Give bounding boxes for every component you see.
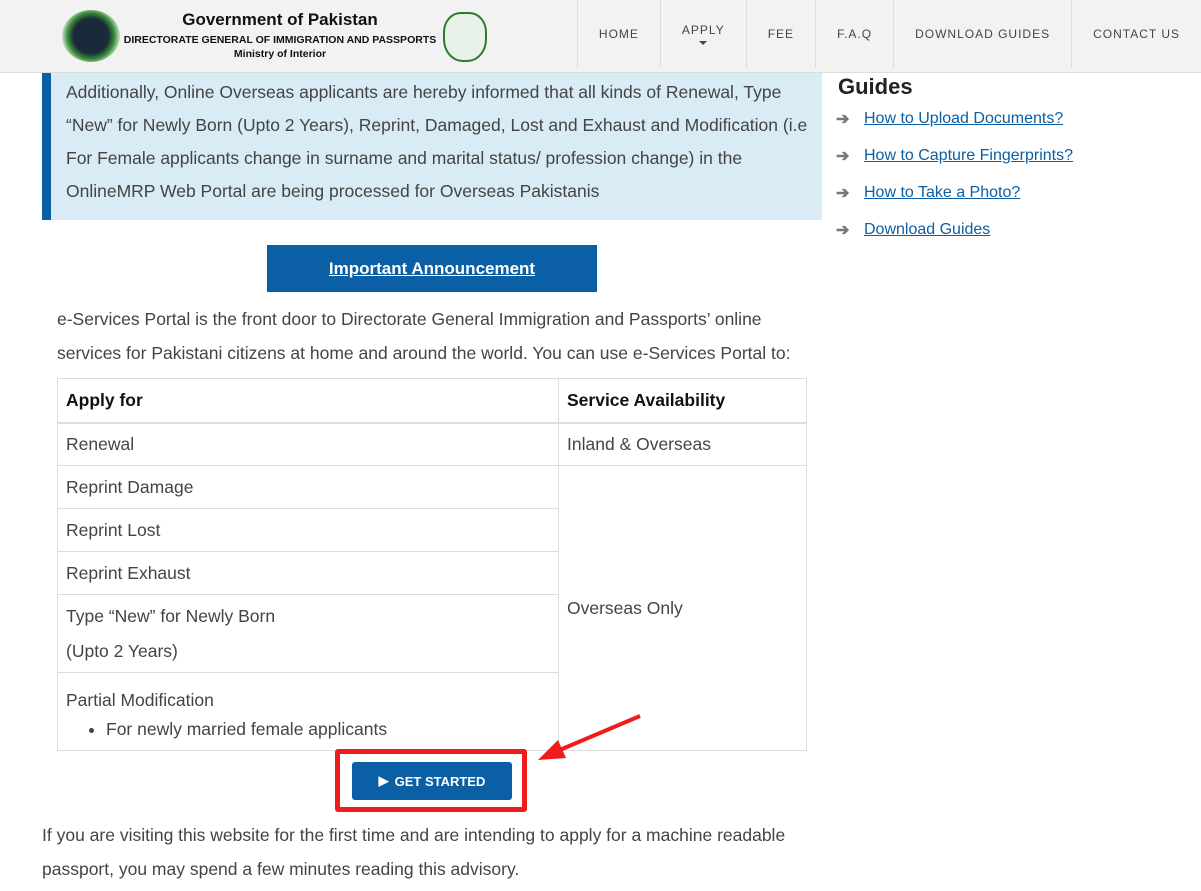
table-row [58, 423, 807, 466]
main-nav [577, 0, 1201, 68]
nav-download-guides[interactable] [893, 0, 1071, 68]
cell [58, 673, 559, 751]
guide-link-upload[interactable] [836, 100, 1073, 137]
nav-apply[interactable] [660, 0, 746, 68]
button-label: GET STARTED [394, 773, 486, 789]
bullet-item: • For newly married female applicants [106, 719, 550, 740]
arrow-right-icon: ➔ [836, 147, 850, 165]
cell: Reprint Exhaust [58, 552, 559, 595]
cell-line: Type “New” for Newly Born [66, 605, 276, 626]
cell-line: (Upto 2 Years) [66, 640, 178, 661]
col-apply-for: Apply for [58, 379, 559, 423]
guide-link-label[interactable]: How to Take a Photo? [864, 183, 1021, 201]
dgip-logo [62, 10, 120, 62]
cell: Inland & Overseas [559, 423, 807, 466]
overseas-notice: Additionally, Online Overseas applicants are hereby informed that all kinds of Renewal, Type “New” for Newly Born (Upto 2 Years), Reprint, Damaged, Lost and Exhaust and Modification (i.e For Female applicants change in surname and marital status/ profession change) in the OnlineMRP Web Portal are being processed for Overseas Pakistanis [42, 60, 822, 220]
nav-label: F.A.Q [837, 27, 873, 41]
important-announcement-link[interactable]: Important Announcement [267, 245, 597, 292]
nav-label: APPLY [681, 23, 725, 37]
cell: Reprint Lost [58, 509, 559, 552]
title-text: Government of Pakistan [182, 10, 378, 29]
guide-link-label[interactable]: How to Upload Documents? [864, 109, 1064, 127]
nav-label: DOWNLOAD GUIDES [915, 27, 1051, 41]
nav-label: CONTACT US [1093, 27, 1180, 41]
table-row [58, 466, 807, 509]
arrow-right-icon: ➔ [836, 110, 850, 128]
play-icon: ▶ [378, 773, 389, 788]
ministry-text: Ministry of Interior [233, 48, 327, 60]
nav-label: FEE [767, 27, 795, 41]
guide-link-label[interactable]: Download Guides [864, 220, 991, 238]
advisory-text: If you are visiting this website for the first time and are intending to apply for a machine readable passport, you may spend a few minutes reading this advisory. [42, 825, 786, 879]
guides-sidebar [836, 74, 1073, 248]
arrow-right-icon: ➔ [836, 221, 850, 239]
nav-label: HOME [598, 27, 639, 41]
guide-link-fingerprints[interactable] [836, 137, 1073, 174]
get-started-button[interactable] [352, 762, 512, 800]
guide-link-download[interactable] [836, 211, 1073, 248]
guide-link-photo[interactable] [836, 174, 1073, 211]
site-header [0, 0, 1201, 73]
nav-home[interactable] [577, 0, 660, 68]
arrow-right-icon: ➔ [836, 184, 850, 202]
cell: Reprint Damage [58, 466, 559, 509]
cell: Overseas Only [559, 466, 807, 751]
site-title [120, 10, 440, 60]
table-header-row [58, 379, 807, 423]
subtitle-text: DIRECTORATE GENERAL OF IMMIGRATION AND PASSPORTS [123, 34, 437, 46]
guide-link-label[interactable]: How to Capture Fingerprints? [864, 146, 1073, 164]
intro-text: e-Services Portal is the front door to Directorate General Immigration and Passports’ online services for Pakistani citizens at home and around the world. You can use e-Services Portal to: [57, 309, 791, 363]
chevron-down-icon [699, 41, 707, 45]
cell: Renewal [58, 423, 559, 466]
red-arrow-annotation [530, 712, 645, 764]
services-table [57, 378, 807, 751]
cell-line: Partial Modification [66, 689, 214, 710]
pakistan-emblem-logo [443, 12, 487, 62]
nav-faq[interactable] [815, 0, 893, 68]
guides-heading: Guides [838, 74, 913, 99]
nav-fee[interactable] [746, 0, 815, 68]
cell [58, 595, 559, 673]
col-availability: Service Availability [559, 379, 807, 423]
nav-contact-us[interactable] [1071, 0, 1201, 68]
